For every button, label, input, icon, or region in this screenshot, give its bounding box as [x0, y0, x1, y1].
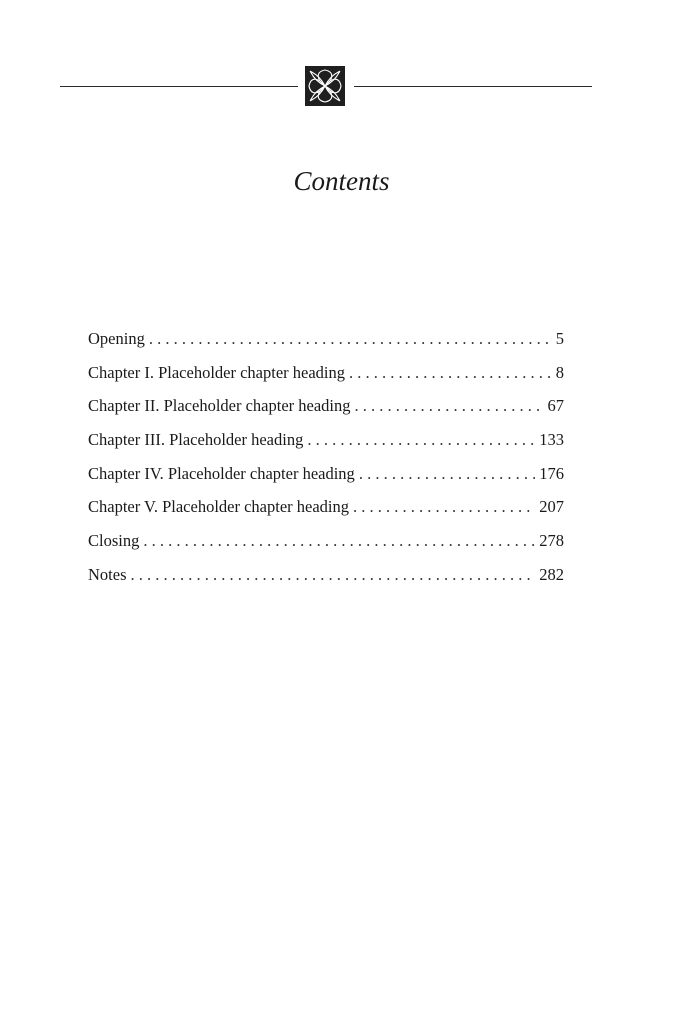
toc-entry-label: Closing	[88, 531, 140, 551]
page-title: Contents	[293, 166, 390, 196]
toc-dot-leader	[349, 356, 552, 390]
toc-entry-page-number: 133	[539, 430, 564, 450]
toc-entry[interactable]	[88, 558, 564, 592]
toc-entry-label: Opening	[88, 329, 145, 348]
toc-dot-leader	[307, 423, 535, 457]
toc-dot-leader	[353, 490, 535, 524]
toc-dot-leader	[359, 457, 535, 491]
toc-entry[interactable]	[88, 490, 564, 524]
toc-entry[interactable]	[88, 322, 564, 356]
toc-entry[interactable]	[88, 524, 564, 558]
toc-entry-page-number: 176	[539, 463, 564, 483]
toc-dot-leader	[143, 524, 535, 558]
toc-entry-label: Chapter II. Placeholder chapter heading	[88, 396, 351, 416]
toc-entry-page-number: 207	[539, 497, 564, 517]
quatrefoil-knot-icon	[305, 66, 345, 106]
toc-dot-leader	[131, 558, 536, 592]
toc-entry-label: Notes	[88, 564, 127, 584]
toc-entry-page-number: 278	[539, 531, 564, 551]
toc-entry-label: Chapter IV. Placeholder chapter heading	[88, 463, 355, 483]
toc-entry-page-number: 67	[547, 396, 564, 416]
toc-dot-leader	[355, 389, 544, 423]
toc-entry[interactable]	[88, 457, 564, 491]
toc-entry-label: Chapter III. Placeholder heading	[88, 430, 304, 450]
toc-entry-label: Chapter I. Placeholder chapter heading	[88, 362, 346, 382]
toc-entry-page-number: 8	[555, 362, 564, 382]
header-rule-left	[60, 86, 298, 87]
toc-entry[interactable]	[88, 356, 564, 390]
toc-entry-page-number: 5	[555, 329, 564, 348]
header-rule-right	[354, 86, 592, 87]
toc-entry-label: Chapter V. Placeholder chapter heading	[88, 497, 350, 517]
toc-entry-page-number: 282	[539, 564, 564, 584]
toc-entry[interactable]	[88, 423, 564, 457]
table-of-contents	[88, 322, 564, 592]
toc-dot-leader	[149, 322, 552, 356]
toc-entry[interactable]	[88, 389, 564, 423]
